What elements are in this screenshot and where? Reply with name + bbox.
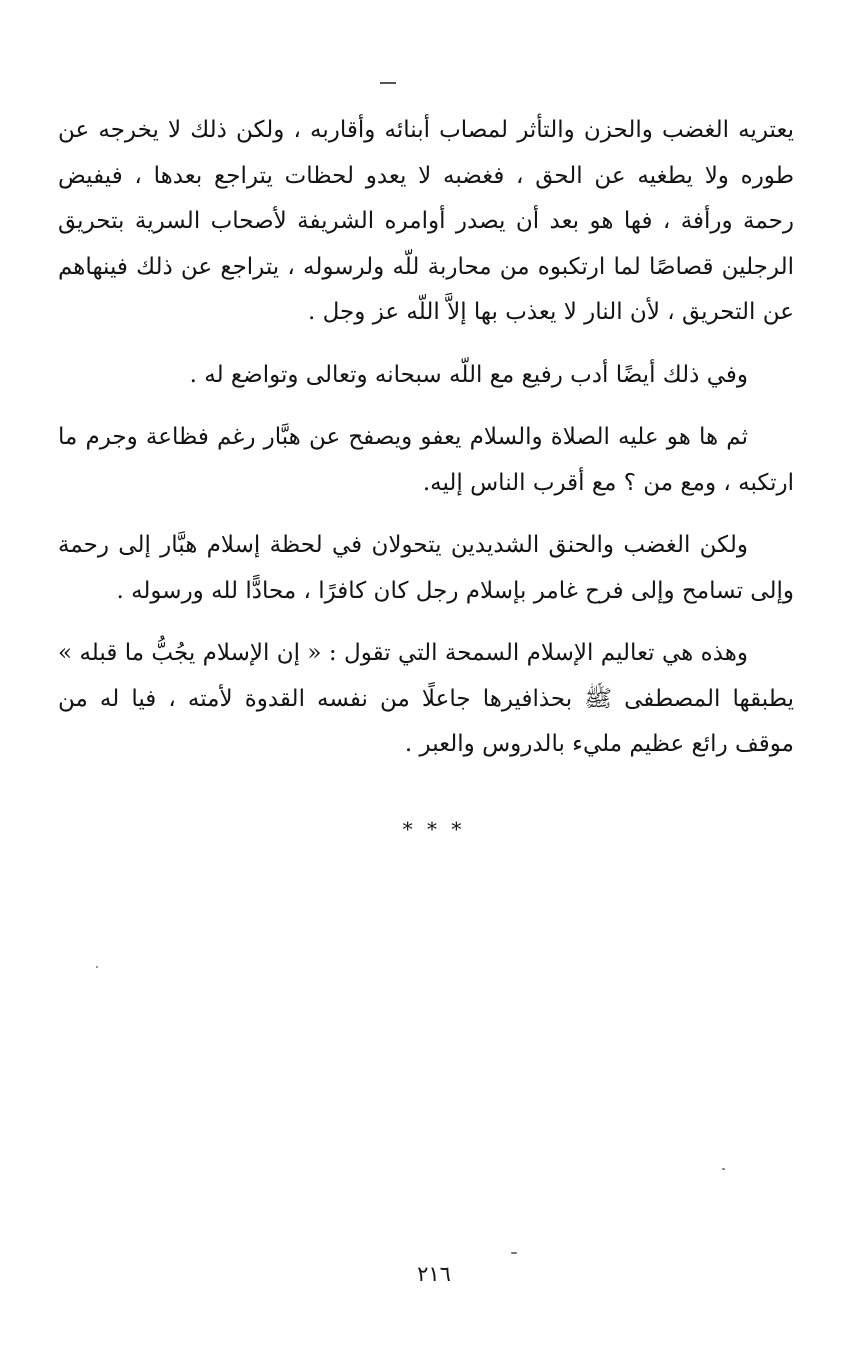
scan-speck [511,1252,517,1254]
paragraph-4: ولكن الغضب والحنق الشديدين يتحولان في لحظة إسلام هبَّار إلى رحمة وإلى تسامح وإلى فرح غامر بإسلام رجل كان كافرًا ، محادًّا لله ورسوله . [58,532,794,604]
body-text [58,108,794,768]
scan-speck [722,1168,725,1170]
paragraph-2: وفي ذلك أيضًا أدب رفيع مع اللّه سبحانه وتعالى وتواضع له . [189,361,748,388]
paragraph-3: ثم ها هو عليه الصلاة والسلام يعفو ويصفح عن هبَّار رغم فظاعة وجرم ما ارتكبه ، ومع من ؟ مع أقرب الناس إليه. [58,424,794,496]
scan-speck [96,966,98,968]
section-separator: * * * [402,817,466,841]
paragraph-5: وهذه هي تعاليم الإسلام السمحة التي تقول : « إن الإسلام يجُبُّ ما قبله » يطبقها المصطفى ﷺ بحذافيرها جاعلًا من نفسه القدوة لأمته ، فيا له من موقف رائع عظيم مليء بالدروس والعبر . [58,640,794,757]
page-number: ٢١٦ [417,1262,451,1286]
top-dash-mark [380,82,396,84]
paragraph-1: يعتريه الغضب والحزن والتأثر لمصاب أبنائه وأقاربه ، ولكن ذلك لا يخرجه عن طوره ولا يطغيه عن الحق ، فغضبه لا يعدو لحظات يتراجع بعدها ، فيفيض رحمة ورأفة ، فها هو بعد أن يصدر أوامره الشريفة لأصحاب السرية بتحريق الرجلين قصاصًا لما ارتكبوه من محاربة للّه ولرسوله ، يتراجع عن ذلك فينهاهم عن التحريق ، لأن النار لا يعذب بها إلاَّ اللّه عز وجل . [58,117,794,325]
